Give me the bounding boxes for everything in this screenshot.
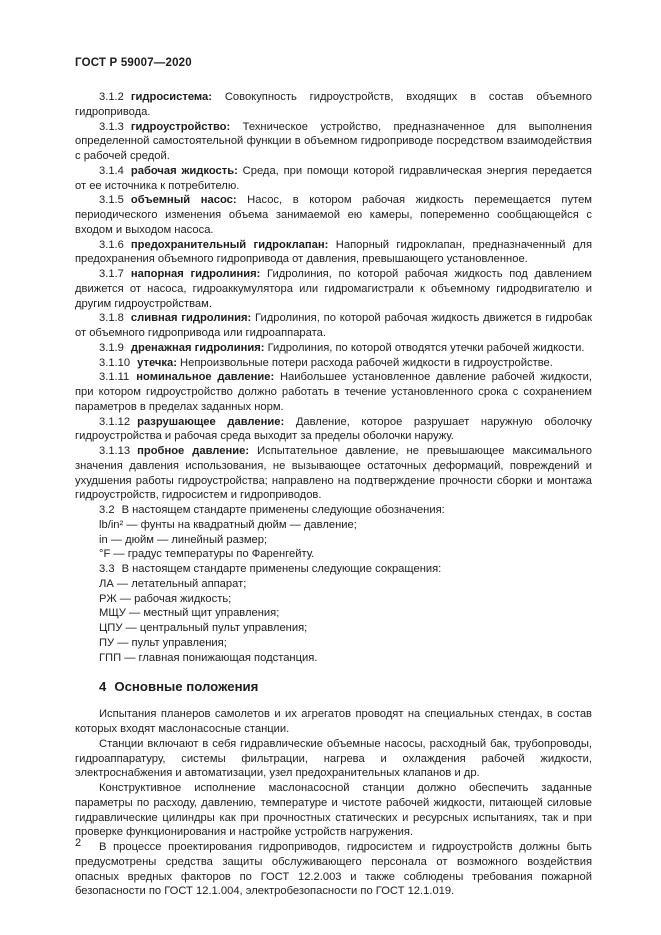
term-name: номинальное давление: <box>136 371 275 384</box>
term-definition <box>75 90 592 120</box>
designation-item: lb/in² — фунты на квадратный дюйм — давление; <box>99 518 357 531</box>
abbreviation-item: ЛА — летательный аппарат; <box>99 577 247 590</box>
term-text: Испытательное давление, не превышающее максимального значения давления использования, не вызывающее остаточных деформаций, повреждений и ухудшения работы гидроустройства; направлено на подтверждение прочности сборки и монтажа гидроустройств, гидросистем и гидроприводов. <box>75 445 593 502</box>
term-text: Гидролиния, по которой рабочая жидкость движется в гидробак от объемного гидропривода или гидроаппарата. <box>75 312 592 339</box>
term-name: сливная гидролиния: <box>130 312 252 325</box>
term-number: 3.1.3 <box>99 120 124 133</box>
term-text: Непроизвольные потери расхода рабочей жидкости в гидроустройстве. <box>180 356 553 369</box>
term-name: разрушающее давление: <box>137 415 285 428</box>
term-text: Техническое устройство, предназначенное для выполнения определенной самостоятельной функции в объемном гидроприводе посредством взаимодействия с рабочей средой. <box>75 120 593 162</box>
term-text: Насос, в котором рабочая жидкость перемещается путем периодического изменения объема занимаемой ею камеры, попеременно сообщающейся с входом и выходом насоса. <box>75 194 592 236</box>
designation-item: °F — градус температуры по Фаренгейту. <box>99 548 315 561</box>
term-definition <box>75 415 592 445</box>
term-text: Давление, которое разрушает наружную оболочку гидроустройства и рабочая среда выходит за пределы оболочки наружу. <box>75 415 592 443</box>
term-definition <box>75 164 592 194</box>
body-paragraph: В процессе проектирования гидроприводов, гидросистем и гидроустройств должны быть предусмотрены средства защиты обслуживающего персонала от возможного воздействия опасных вредных факторов по ГОСТ 12.2.003 и также соблюдены требования пожарной безопасности по ГОСТ 12.1.004, электробезопасности по ГОСТ 12.1.019. <box>75 841 592 898</box>
term-name: предохранительный гидроклапан: <box>130 238 329 251</box>
term-definition <box>75 120 592 164</box>
abbreviation-item: РЖ — рабочая жидкость; <box>99 592 232 605</box>
term-name: утечка: <box>137 356 177 369</box>
term-name: пробное давление: <box>137 445 250 457</box>
term-text: Гидролиния, по которой отводятся утечки рабочей жидкости. <box>267 341 585 354</box>
term-definition <box>75 311 592 341</box>
term-name: напорная гидролиния: <box>130 268 261 280</box>
term-name: гидросистема: <box>130 91 212 103</box>
term-number: 3.1.8 <box>99 312 124 325</box>
term-definition <box>75 370 592 414</box>
term-text: Совокупность гидроустройств, входящих в состав объемного гидропривода. <box>75 91 593 118</box>
doc-code-header: ГОСТ Р 59007—2020 <box>75 57 192 69</box>
term-definition <box>75 267 592 311</box>
body-paragraph: Испытания планеров самолетов и их агрегатов проводят на специальных стендах, в состав которых входят маслонасосные станции. <box>75 708 592 735</box>
term-number: 3.1.13 <box>99 445 131 457</box>
body-paragraph: Конструктивное исполнение маслонасосной станции должно обеспечить заданные параметры по расходу, давлению, температуре и чистоте рабочей жидкости, питающей силовые гидравлические цилиндры как при прочностных статических и ресурсных испытаниях, так и при проверке функционирования и настройке устройств нагружения. <box>75 782 592 839</box>
term-number: 3.1.5 <box>99 194 124 207</box>
clause-text: В настоящем стандарте применены следующие сокращения: <box>121 563 442 575</box>
term-text: Гидролиния, по которой рабочая жидкость под давлением движется от насоса, гидроаккумулятора или гидромагистрали к объемному гидродвигателю и другим гидроустройствам. <box>75 268 592 310</box>
term-text: Среда, при помощи которой гидравлическая энергия передается от ее источника к потребителю. <box>75 164 592 192</box>
term-number: 3.1.12 <box>99 415 131 428</box>
clause-text: В настоящем стандарте применены следующие обозначения: <box>121 504 445 516</box>
term-number: 3.1.11 <box>99 371 130 384</box>
term-definition <box>75 341 592 356</box>
term-name: гидроустройство: <box>130 120 231 133</box>
term-name: дренажная гидролиния: <box>130 341 265 354</box>
designations-intro <box>75 503 592 518</box>
term-name: рабочая жидкость: <box>130 164 238 177</box>
section-number: 4 <box>99 679 107 695</box>
section-title: Основные положения <box>114 679 259 695</box>
designation-item: in — дюйм — линейный размер; <box>99 533 268 546</box>
term-definition <box>75 356 592 371</box>
body-paragraph: Станции включают в себя гидравлические объемные насосы, расходный бак, трубопроводы, гидроаппаратуру, системы фильтрации, нагрева и охлаждения рабочей жидкости, электроснабжения и автоматизации, узел предохранительных клапанов и др. <box>75 737 592 780</box>
term-number: 3.1.7 <box>99 268 124 280</box>
page-number: 2 <box>75 837 82 849</box>
abbreviation-item: ЦПУ — центральный пульт управления; <box>99 622 308 634</box>
term-number: 3.1.6 <box>99 238 124 251</box>
term-number: 3.1.9 <box>99 341 124 354</box>
abbreviations-intro <box>75 562 592 577</box>
abbreviation-item: ПУ — пульт управления; <box>99 636 227 649</box>
term-definition <box>75 444 592 503</box>
abbreviation-item: МЩУ — местный щит управления; <box>99 607 280 620</box>
term-text: Напорный гидроклапан, предназначенный для предохранения объемного гидропривода от давления, превышающего установленное. <box>75 238 592 266</box>
term-number: 3.1.2 <box>99 91 124 103</box>
section-heading <box>75 679 592 695</box>
clause-number: 3.3 <box>99 563 115 575</box>
term-definition <box>75 193 592 237</box>
term-definition <box>75 238 592 268</box>
term-number: 3.1.10 <box>99 356 131 369</box>
term-text: Наибольшее установленное давление рабочей жидкости, при котором гидроустройство должно работать в течение установленного срока с сохранением параметров в пределах заданных норм. <box>75 371 592 413</box>
term-name: объемный насос: <box>130 194 237 207</box>
term-number: 3.1.4 <box>99 164 124 177</box>
clause-number: 3.2 <box>99 504 115 516</box>
abbreviation-item: ГПП — главная понижающая подстанция. <box>99 651 318 664</box>
page-content <box>75 57 592 899</box>
